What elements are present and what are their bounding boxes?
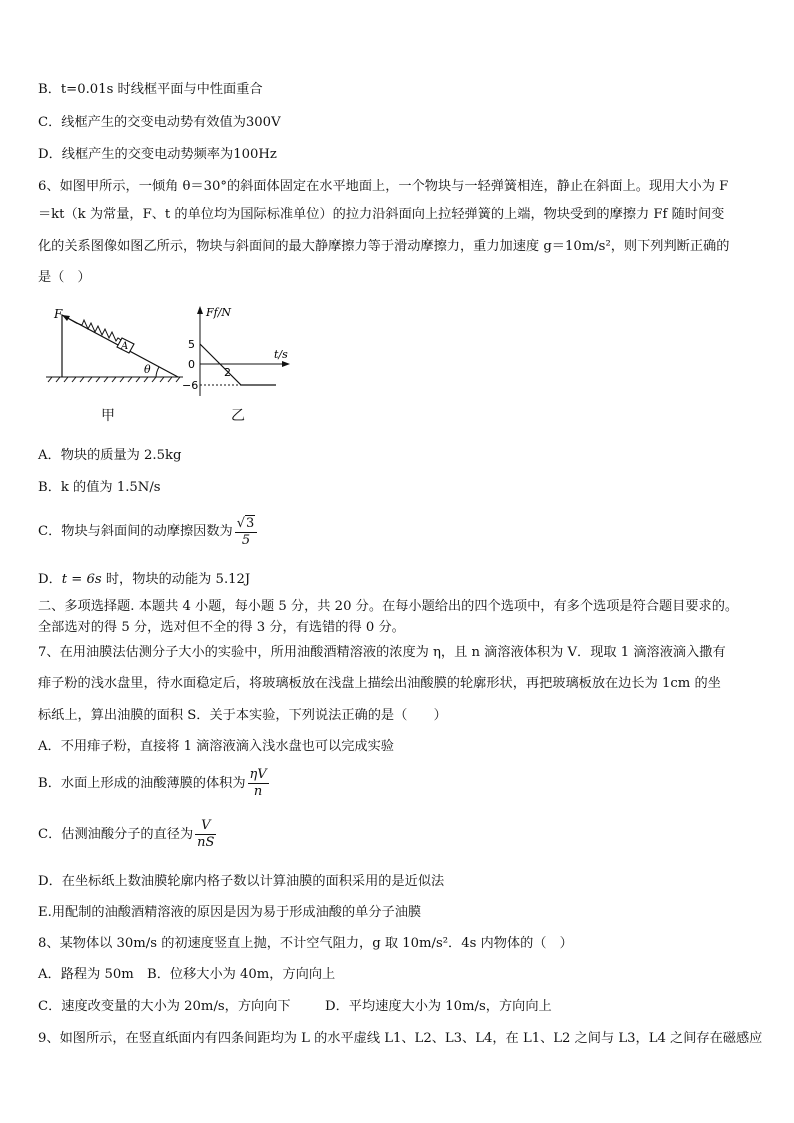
section-2-heading-line-1: 二、多项选择题. 本题共 4 小题，每小题 5 分，共 20 分。在每小题给出的四个选项中，有多个选项是符合题目要求的。 — [38, 599, 739, 614]
q7-stem-line-1: 7、在用油膜法估测分子大小的实验中，所用油酸酒精溶液的浓度为 η，且 n 滴溶液体积为 V．现取 1 滴溶液滴入撒有 — [38, 645, 726, 660]
tick-neg6: −6 — [182, 379, 199, 392]
q6-option-d-expr: t = 6s — [61, 572, 102, 587]
diameter-denominator: nS — [197, 835, 215, 850]
q6-stem-line-3: 化的关系图像如图乙所示，物块与斜面间的最大静摩擦力等于滑动摩擦力，重力加速度 g＝10m/s²，则下列判断正确的 — [38, 239, 730, 254]
q9-stem-line-1: 9、如图所示，在竖直纸面内有四条间距均为 L 的水平虚线 L1、L2、L3、L4，在 L1、L2 之间与 L3，L4 之间存在磁感应 — [38, 1031, 763, 1046]
spring — [76, 320, 124, 342]
q6-option-c — [38, 514, 764, 550]
film-volume-numerator: ηV — [249, 767, 267, 782]
y-axis-label: Ff/N — [206, 306, 232, 319]
section-2-heading-line-2: 全部选对的得 5 分，选对但不全的得 3 分，有选错的得 0 分。 — [38, 620, 405, 635]
tick-2: 2 — [224, 366, 231, 379]
q7-option-c — [38, 815, 764, 855]
q7-option-e: E.用配制的油酸酒精溶液的原因是因为易于形成油酸的单分子油膜 — [38, 905, 422, 920]
force-label: F — [54, 307, 63, 321]
block-label: A — [121, 341, 129, 352]
q6-option-d-prefix: D． — [38, 572, 62, 587]
q7-stem-line-2: 痱子粉的浅水盘里，待水面稳定后，将玻璃板放在浅盘上描绘出油酸膜的轮廓形状，再把玻璃板放在边长为 1cm 的坐 — [38, 676, 721, 691]
q5-option-c: C．线框产生的交变电动势有效值为300V — [38, 115, 281, 130]
incline-figure — [38, 305, 188, 385]
q6-option-c-text: C．物块与斜面间的动摩擦因数为 — [38, 524, 233, 539]
q8-option-c: C．速度改变量的大小为 20m/s，方向向下 — [38, 999, 291, 1014]
q6-stem-line-1: 6、如图甲所示，一倾角 θ＝30°的斜面体固定在水平地面上，一个物块与一轻弹簧相连，静止在斜面上。现用大小为 F — [38, 179, 729, 194]
angle-label: θ — [144, 363, 151, 376]
q8-option-a: A．路程为 50m — [38, 967, 134, 982]
q7-option-d: D．在坐标纸上数油膜轮廓内格子数以计算油膜的面积采用的是近似法 — [38, 874, 445, 889]
q6-option-d-text: 时，物块的动能为 5.12J — [101, 572, 251, 587]
ground-hatch — [46, 377, 183, 382]
diameter-fraction — [195, 818, 216, 851]
diameter-numerator: V — [195, 818, 216, 835]
tick-0: 0 — [188, 358, 195, 371]
q8-option-d: D．平均速度大小为 10m/s，方向向上 — [325, 999, 552, 1014]
figure-1-caption: 甲 — [101, 408, 115, 424]
q7-stem-line-3: 标纸上，算出油膜的面积 S．关于本实验，下列说法正确的是（ ） — [38, 708, 447, 723]
q7-option-b-text: B．水面上形成的油酸薄膜的体积为 — [38, 776, 246, 791]
tick-5: 5 — [188, 338, 195, 351]
film-volume-fraction — [248, 767, 269, 800]
x-axis-label: t/s — [274, 348, 288, 361]
angle-arc — [156, 367, 159, 377]
q5-option-d: D．线框产生的交变电动势频率为100Hz — [38, 147, 277, 162]
q6-option-b: B．k 的值为 1.5N/s — [38, 480, 161, 495]
q8-stem: 8、某物体以 30m/s 的初速度竖直上抛，不计空气阻力，g 取 10m/s²．4s 内物体的（ ） — [38, 936, 573, 951]
q6-stem-line-2: ＝kt（k 为常量，F、t 的单位均为国际标准单位）的拉力沿斜面向上拉轻弹簧的上端，物块受到的摩擦力 Ff 随时间变 — [38, 207, 725, 222]
friction-time-graph — [178, 302, 308, 400]
figure-2-caption: 乙 — [231, 408, 245, 424]
film-volume-denominator: n — [253, 784, 263, 799]
q7-option-b — [38, 764, 764, 804]
q6-stem-line-4: 是（ ） — [38, 270, 91, 285]
q7-option-c-text: C．估测油酸分子的直径为 — [38, 827, 194, 842]
q5-option-b: B．t=0.01s 时线框平面与中性面重合 — [38, 82, 263, 97]
mu-denominator: 5 — [241, 532, 251, 548]
mu-fraction: $\frac{√3}{5}$ — [235, 515, 258, 549]
q6-option-d — [38, 570, 764, 590]
q6-option-a: A．物块的质量为 2.5kg — [38, 448, 182, 463]
mu-numerator: 3 — [246, 515, 255, 531]
q7-option-a: A．不用痱子粉，直接将 1 滴溶液滴入浅水盘也可以完成实验 — [38, 739, 394, 754]
q8-option-b: B．位移大小为 40m，方向向上 — [147, 967, 336, 982]
